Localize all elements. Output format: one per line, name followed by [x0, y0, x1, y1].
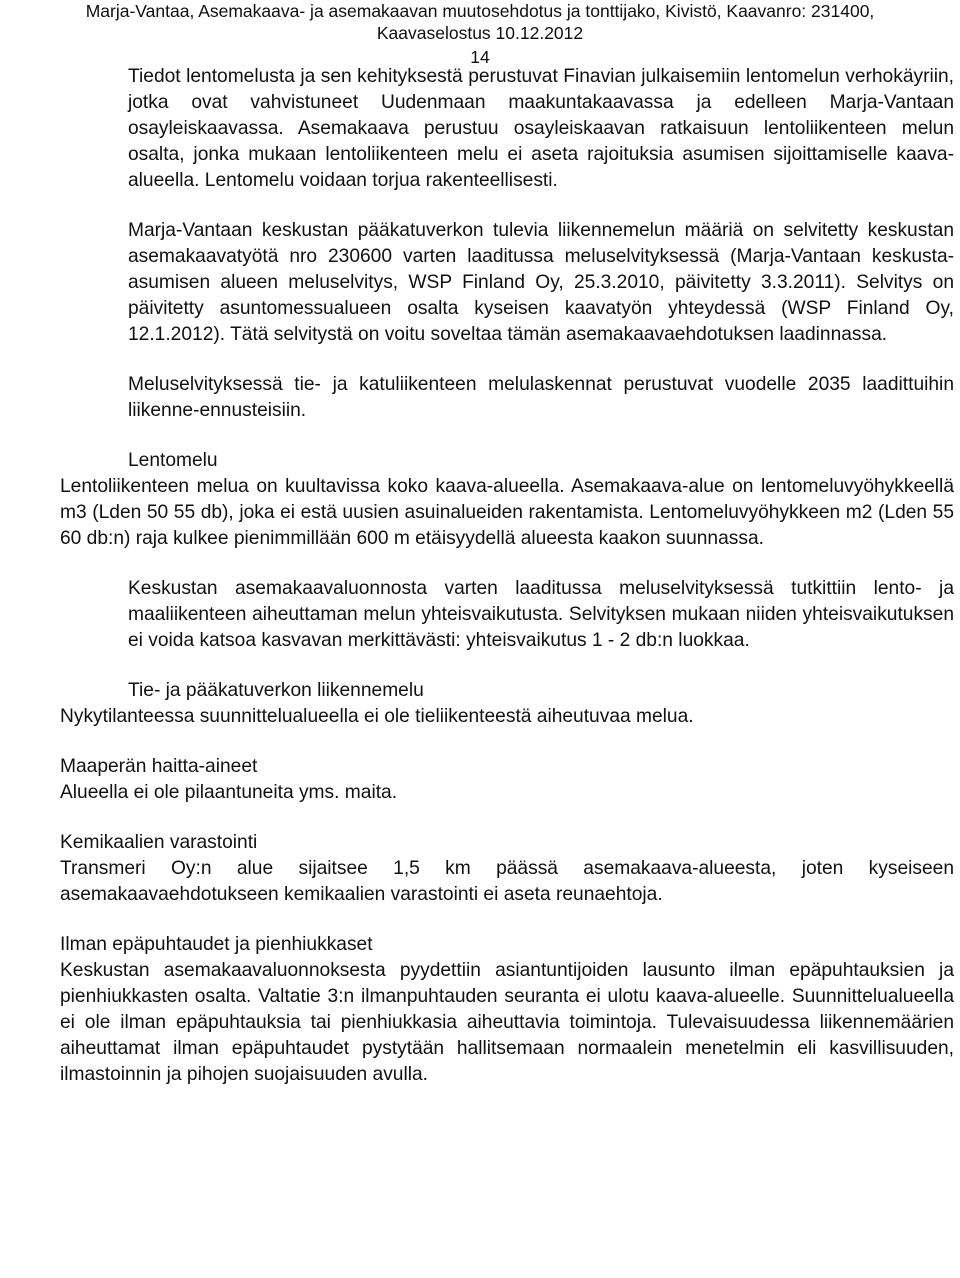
- heading-ilman: Ilman epäpuhtaudet ja pienhiukkaset: [60, 934, 373, 955]
- section-ilman: [60, 932, 954, 1088]
- paragraph-kemikaalien: Transmeri Oy:n alue sijaitsee 1,5 km päässä asemakaava-alueesta, joten kyseiseen asemakaavaehdotukseen kemikaalien varastointi ei aseta reunaehtoja.: [60, 858, 954, 905]
- paragraph-meluselvitys: Marja-Vantaan keskustan pääkatuverkon tulevia liikennemelun määriä on selvitetty keskustan asemakaavatyötä nro 230600 varten laaditussa meluselvityksessä (Marja-Vantaan keskusta-asumisen alueen meluselvitys, WSP Finland Oy, 25.3.2010, päivitetty 3.3.2011). Selvitys on päivitetty asuntomessualueen osalta kyseisen kaavatyön yhteydessä (WSP Finland Oy, 12.1.2012). Tätä selvitystä on voitu soveltaa tämän asemakaavaehdotuksen laadinnassa.: [128, 220, 954, 345]
- paragraph-ilman: Keskustan asemakaavaluonnoksesta pyydettiin asiantuntijoiden lausunto ilman epäpuhtauksien ja pienhiukkasten osalta. Valtatie 3:n ilmanpuhtauden seuranta ei ulotu kaava-alueelle. Suunnittelualueella ei ole ilman epäpuhtauksia tai pienhiukkasia aiheuttavia toimintoja. Tulevaisuudessa liikennemäärien aiheuttamat ilman epäpuhtaudet pystytään hallitsemaan normaalein menetelmin eli kasvillisuuden, ilmastoinnin ja pihojen suojaisuuden avulla.: [60, 960, 954, 1085]
- paragraph-tieliikenne: Nykytilanteessa suunnittelualueella ei ole tieliikenteestä aiheutuvaa melua.: [60, 706, 694, 727]
- page-number: 14: [470, 47, 490, 67]
- paragraph-ennusteet: Meluselvityksessä tie- ja katuliikenteen melulaskennat perustuvat vuodelle 2035 laadittuihin liikenne-ennusteisiin.: [128, 374, 954, 421]
- paragraph-lentomelu: Lentoliikenteen melua on kuultavissa koko kaava-alueella. Asemakaava-alue on lentomeluvyöhykkeellä m3 (Lden 50 55 db), joka ei estä uusien asuinalueiden rakentamista. Lentomeluvyöhykkeen m2 (Lden 55 60 db:n) raja kulkee pienimmillään 600 m etäisyydellä alueesta kaakon suunnassa.: [60, 476, 954, 549]
- paragraph-maaperan: Alueella ei ole pilaantuneita yms. maita.: [60, 782, 398, 803]
- heading-lentomelu: Lentomelu: [128, 450, 218, 471]
- section-maaperan: [60, 754, 954, 806]
- header-subtitle: Kaavaselostus 10.12.2012: [376, 23, 584, 43]
- section-meluselvitys: [60, 218, 954, 348]
- heading-maaperan: Maaperän haitta-aineet: [60, 756, 258, 777]
- page-header: [0, 0, 960, 70]
- header-title: Marja-Vantaa, Asemakaava- ja asemakaavan muutosehdotus ja tonttijako, Kivistö, Kaavanro: 231400,: [85, 1, 875, 21]
- section-lentomelu-intro: [60, 64, 954, 194]
- heading-tieliikenne: Tie- ja pääkatuverkon liikennemelu: [128, 680, 424, 701]
- section-kemikaalien: [60, 830, 954, 908]
- paragraph-lentomelu-intro: Tiedot lentomelusta ja sen kehityksestä perustuvat Finavian julkaisemiin lentomelun verhokäyriin, jotka ovat vahvistuneet Uudenmaan maakuntakaavassa ja edelleen Marja-Vantaan osayleiskaavassa. Asemakaava perustuu osayleiskaavan ratkaisuun lentoliikenteen melun osalta, jonka mukaan lentoliikenteen melu ei aseta rajoituksia asumisen sijoittamiselle kaava-alueella. Lentomelu voidaan torjua rakenteellisesti.: [128, 66, 954, 191]
- section-tieliikenne: [60, 678, 954, 730]
- document-body: [60, 64, 954, 1088]
- section-ennusteet: [60, 372, 954, 424]
- section-yhteisvaikutus: [60, 576, 954, 654]
- section-lentomelu: [60, 448, 954, 552]
- paragraph-yhteisvaikutus: Keskustan asemakaavaluonnosta varten laaditussa meluselvityksessä tutkittiin lento- ja maaliikenteen aiheuttaman melun yhteisvaikutusta. Selvityksen mukaan niiden yhteisvaikutuksen ei voida katsoa kasvavan merkittävästi: yhteisvaikutus 1 - 2 db:n luokkaa.: [128, 578, 954, 651]
- heading-kemikaalien: Kemikaalien varastointi: [60, 832, 258, 853]
